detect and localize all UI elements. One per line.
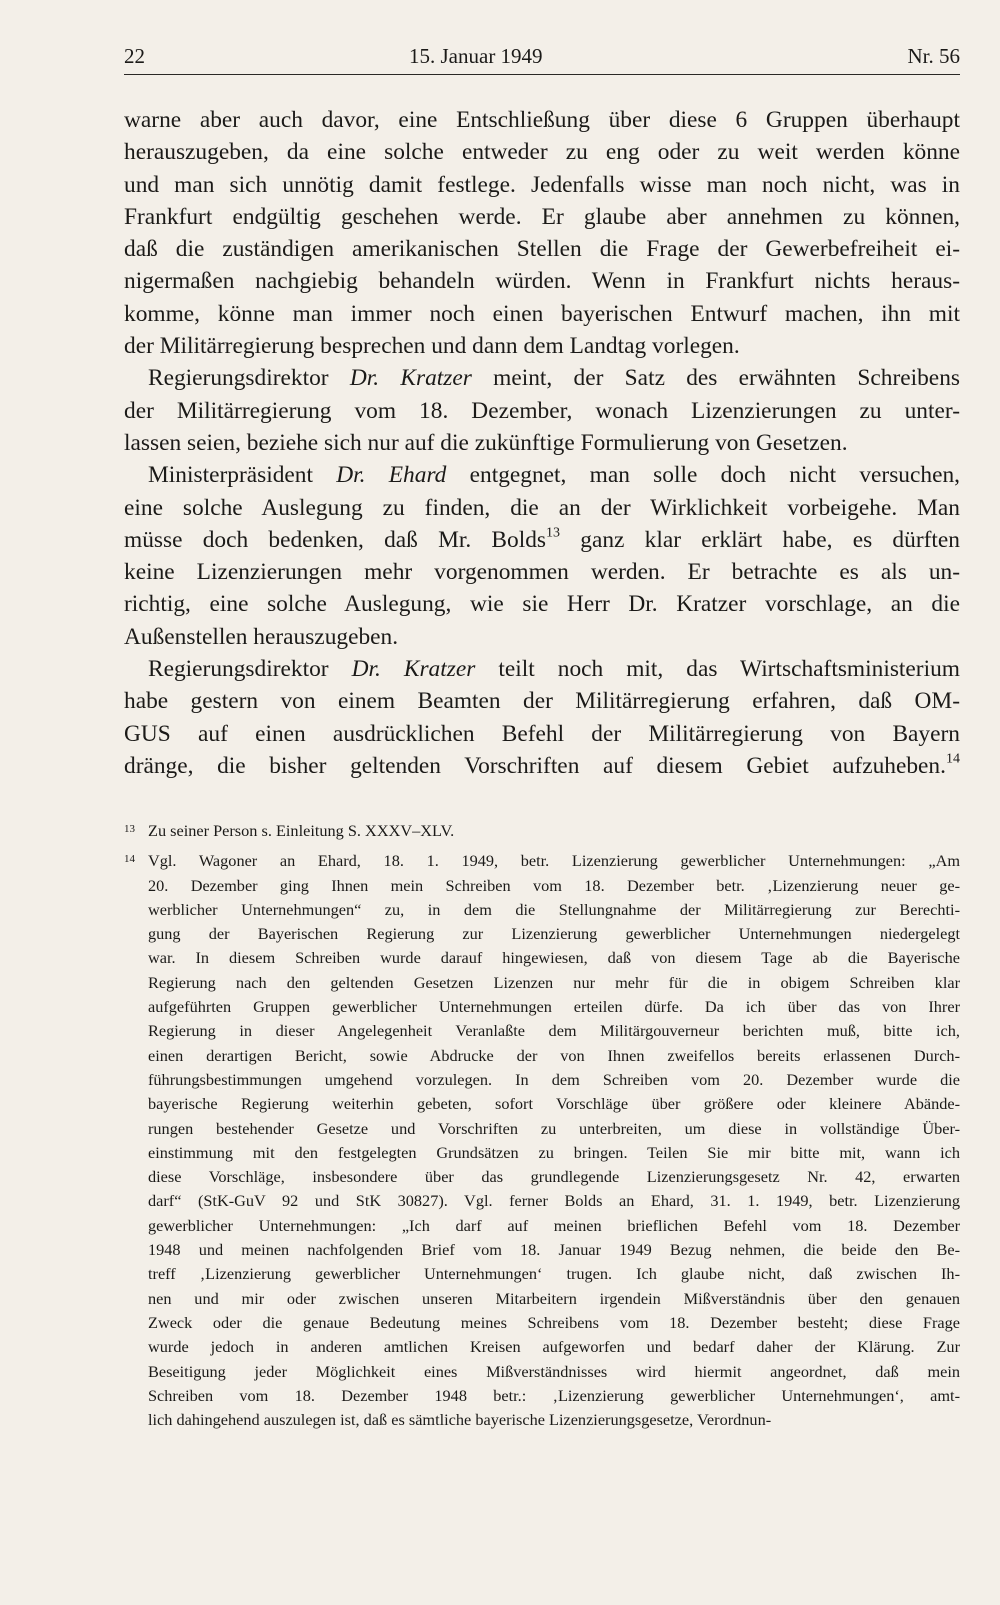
body-line	[124, 362, 960, 394]
footnote-line: werblicher Unternehmungen“ zu, in dem die Stellungnahme der Militärregierung zur Berechti-	[148, 899, 960, 919]
line-text: entgegnet, man solle doch nicht versuchen,	[446, 462, 960, 489]
footnote-line: Schreiben vom 18. Dezember 1948 betr.: ‚Lizenzierung gewerblicher Unternehmungen‘, amt-	[148, 1385, 960, 1405]
footnote-line: führungsbestimmungen umgehend vorzulegen. In dem Schreiben vom 20. Dezember wurde die	[148, 1069, 960, 1089]
footnote-mark: 14	[124, 853, 135, 866]
body-line: lassen seien, beziehe sich nur auf die zukünftige Formulierung von Gesetzen.	[124, 429, 848, 456]
footnote-line: Zweck oder die genaue Bedeutung meines Schreibens vom 18. Dezember besteht; diese Frage	[148, 1312, 960, 1332]
body-line: Frankfurt endgültig geschehen werde. Er glaube aber annehmen zu können,	[124, 203, 960, 230]
issue-number: Nr. 56	[907, 44, 960, 68]
body-line: herauszugeben, da eine solche entweder zu eng oder zu weit werden könne	[124, 139, 960, 166]
footnote-line: aufgeführten Gruppen gewerblicher Unternehmungen erteilen dürfe. Da ich über das von Ihrer	[148, 997, 960, 1017]
body-line: Außenstellen herauszugeben.	[124, 623, 399, 650]
footnote-text	[148, 849, 960, 1432]
line-text: dränge, die bisher geltenden Vorschriften auf diesem Gebiet aufzuheben.	[124, 752, 946, 779]
header-date: 15. Januar 1949	[409, 44, 543, 68]
body-line: keine Lizenzierungen mehr vorgenommen werden. Er betrachte es als un-	[124, 559, 960, 586]
footnote-line: diese Vorschläge, insbesondere über das grundlegende Lizenzierungsgesetz Nr. 42, erwarten	[148, 1167, 960, 1187]
footnote-line: 20. Dezember ging Ihnen mein Schreiben vom 18. Dezember betr. ‚Lizenzierung neuer ge-	[148, 875, 960, 895]
body-line	[124, 524, 960, 556]
footnote-line: war. In diesem Schreiben wurde darauf hingewiesen, daß von diesem Tage ab die Bayerische	[148, 948, 960, 968]
body-line: der Militärregierung besprechen und dann dem Landtag vorlegen.	[124, 333, 740, 360]
body-line: nigermaßen nachgiebig behandeln würden. Wenn in Frankfurt nichts heraus-	[124, 268, 960, 295]
footnotes	[124, 819, 960, 1432]
speaker-name: Dr. Kratzer	[351, 656, 476, 683]
footnote-ref-14[interactable]: 14	[945, 750, 960, 767]
footnote-line: Beseitigung jeder Möglichkeit eines Mißverständnisses wird hiermit angeordnet, daß mein	[148, 1361, 960, 1381]
line-text: ganz klar erklärt habe, es dürften	[560, 526, 960, 553]
body-line: und man sich unnötig damit festlege. Jedenfalls wisse man noch nicht, was in	[124, 171, 960, 198]
footnote-line: Regierung nach den geltenden Gesetzen Lizenzen nur mehr für die in obigem Schreiben klar	[148, 972, 960, 992]
body-line: eine solche Auslegung zu finden, die an der Wirklichkeit vorbeigehe. Man	[124, 494, 960, 521]
speaker-title: Regierungsdirektor	[148, 656, 352, 683]
running-header	[124, 44, 960, 75]
body-line	[124, 750, 960, 782]
speaker-title: Regierungsdirektor	[148, 365, 350, 392]
footnote-line: darf“ (StK-GuV 92 und StK 30827). Vgl. ferner Bolds an Ehard, 31. 1. 1949, betr. Lizenzierung	[148, 1191, 960, 1211]
footnote-line: einen derartigen Bericht, sowie Abdrucke der von Ihnen zweifellos bereits erlassenen Durch-	[148, 1045, 960, 1065]
body-line: GUS auf einen ausdrücklichen Befehl der Militärregierung von Bayern	[124, 720, 960, 747]
footnote-line: bayerische Regierung weiterhin gebeten, sofort Vorschläge über größere oder kleinere Abände-	[148, 1094, 960, 1114]
body-line: habe gestern von einem Beamten der Militärregierung erfahren, daß OM-	[124, 688, 960, 715]
body-line: komme, könne man immer noch einen bayerischen Entwurf machen, ihn mit	[124, 300, 960, 327]
footnote-line: lich dahingehend auszulegen ist, daß es sämtliche bayerische Lizenzierungsgesetze, Verordnun-	[148, 1410, 772, 1430]
line-text: meint, der Satz des erwähnten Schreibens	[471, 365, 960, 392]
body-line: daß die zuständigen amerikanischen Stellen die Frage der Gewerbefreiheit ei-	[124, 236, 960, 263]
body-line	[124, 653, 960, 685]
footnote-line: wurde jedoch in anderen amtlichen Kreisen aufgeworfen und bedarf daher der Klärung. Zur	[148, 1337, 960, 1357]
body-line: richtig, eine solche Auslegung, wie sie Herr Dr. Kratzer vorschlage, an die	[124, 591, 960, 618]
footnote-line: einstimmung mit den festgelegten Grundsätzen zu bringen. Teilen Sie mir bitte mit, wann ich	[148, 1142, 960, 1162]
line-text: müsse doch bedenken, daß Mr. Bolds	[124, 526, 547, 553]
footnote-line: gung der Bayerischen Regierung zur Lizenzierung gewerblicher Unternehmungen niedergelegt	[148, 924, 960, 944]
footnote-14	[124, 849, 960, 1432]
speaker-title: Ministerpräsident	[148, 462, 337, 489]
page-number: 22	[124, 44, 145, 68]
footnote-line: gewerblicher Unternehmungen: „Ich darf auf meinen brieflichen Befehl vom 18. Dezember	[148, 1215, 960, 1235]
footnote-line: treff ‚Lizenzierung gewerblicher Unternehmungen‘ trugen. Ich glaube nicht, daß zwischen Ih-	[148, 1264, 960, 1284]
footnote-line: nen und mir oder zwischen unseren Mitarbeitern irgendein Mißverständnis über den genauen	[148, 1288, 960, 1308]
footnote-13	[124, 819, 960, 843]
body-line	[124, 459, 960, 491]
body-line: der Militärregierung vom 18. Dezember, wonach Lizenzierungen zu unter-	[124, 397, 960, 424]
footnote-line: Regierung in dieser Angelegenheit Veranlaßte dem Militärgouverneur berichten muß, bitte ich,	[148, 1021, 960, 1041]
footnote-line: 1948 und meinen nachfolgenden Brief vom 18. Januar 1949 Bezug nehmen, die beide den Be-	[148, 1240, 960, 1260]
footnote-mark: 13	[124, 823, 135, 835]
footnote-ref-13[interactable]: 13	[546, 524, 561, 541]
footnote-line: rungen bestehender Gesetze und Vorschriften zu unterbreiten, um diese in vollständige Über-	[148, 1118, 960, 1138]
body-text	[124, 104, 960, 782]
line-text: teilt noch mit, das Wirtschaftsministerium	[475, 656, 960, 683]
speaker-name: Dr. Ehard	[336, 462, 447, 489]
speaker-name: Dr. Kratzer	[349, 365, 472, 392]
footnote-line: Vgl. Wagoner an Ehard, 18. 1. 1949, betr. Lizenzierung gewerblicher Unternehmungen: „Am	[148, 851, 960, 871]
body-line: warne aber auch davor, eine Entschließung über diese 6 Gruppen überhaupt	[124, 107, 960, 133]
footnote-text: Zu seiner Person s. Einleitung S. XXXV–XLV.	[148, 821, 455, 840]
